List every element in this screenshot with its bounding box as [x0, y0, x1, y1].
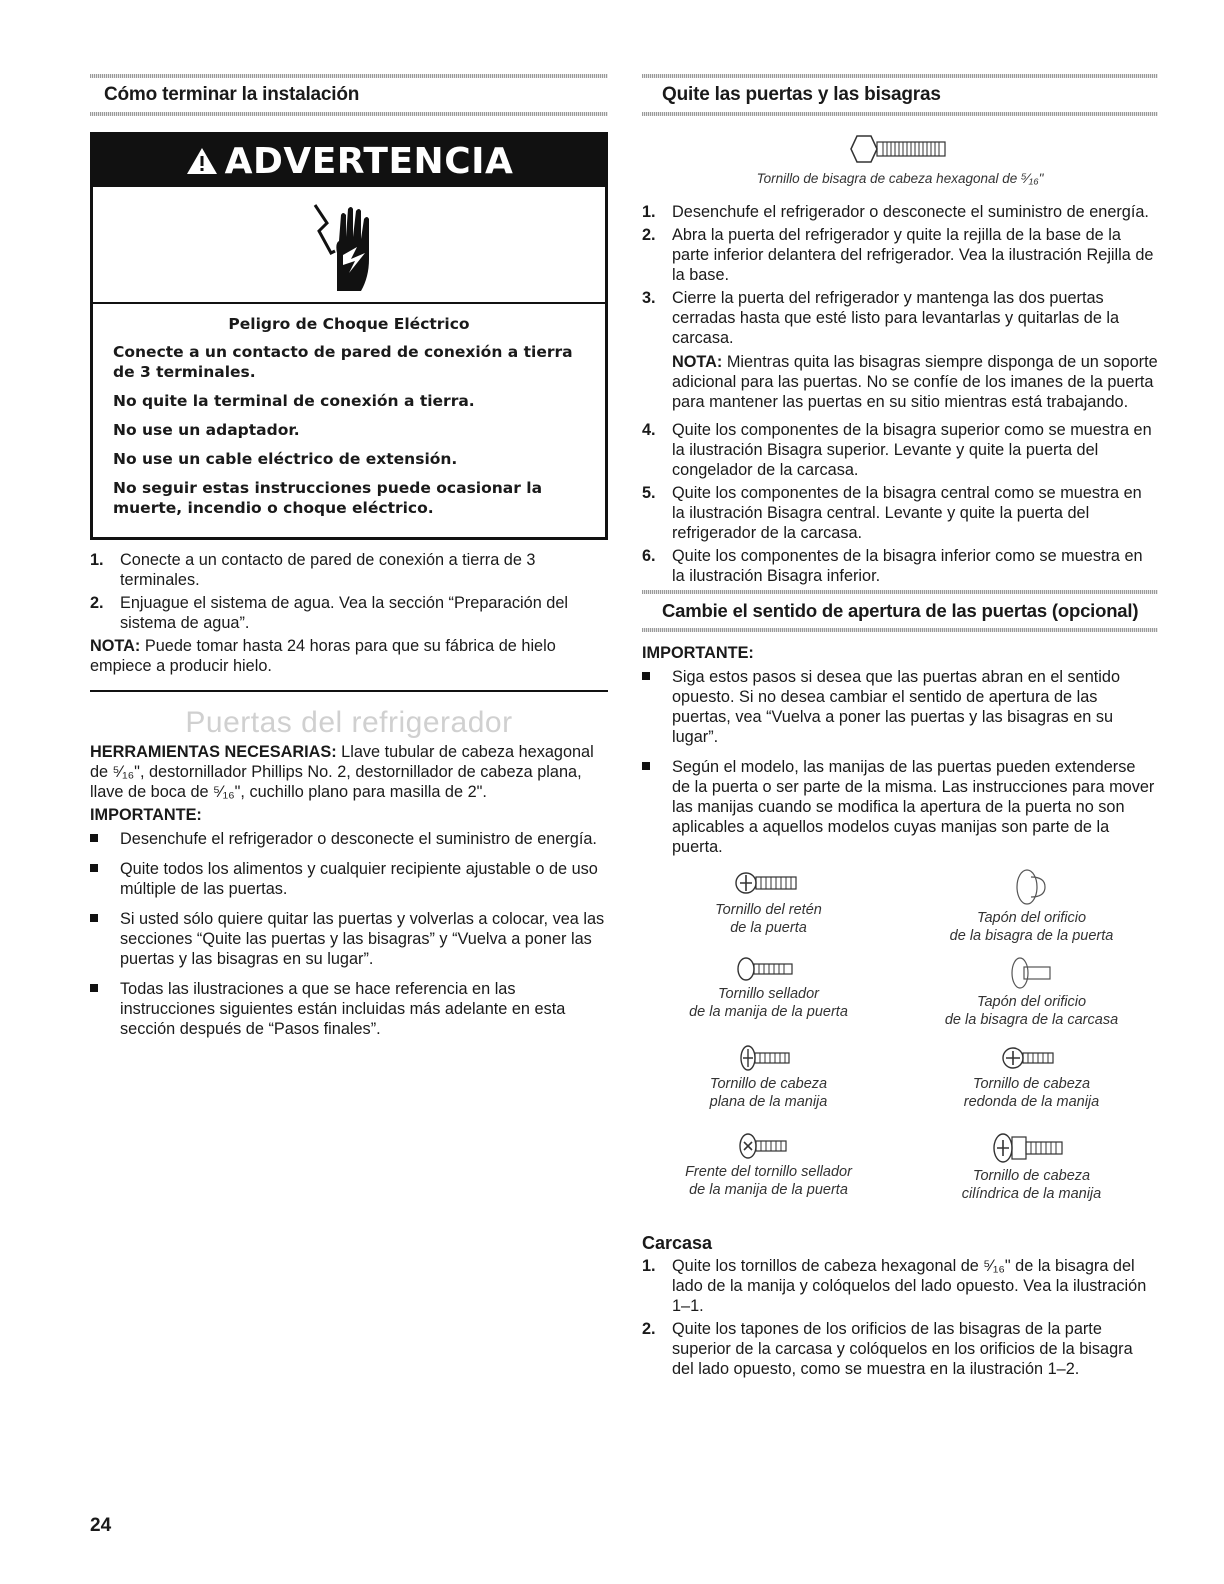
round-head-screw-icon: [997, 1043, 1067, 1073]
part-handle-sealing-screw: Tornillo sellador de la manija de la puerta: [642, 955, 895, 1043]
hazard-title: Peligro de Choque Eléctrico: [228, 315, 470, 333]
shock-hazard-area: [93, 187, 605, 304]
warning-banner: [93, 135, 605, 187]
warning-line: No seguir estas instrucciones puede ocasionar la muerte, incendio o choque eléctrico.: [113, 479, 543, 517]
remove-door-steps-continued: [642, 420, 1158, 586]
list-item: 3. Cierre la puerta del refrigerador y mantenga las dos puertas cerradas hasta que esté listo para levantarlas y quitarlas de la carcasa.: [642, 289, 1120, 347]
list-item: Si usted sólo quiere quitar las puertas y volverlas a colocar, vea las secciones “Quite las puertas y las bisagras” y “Vuelva a poner las puertas y las bisagras en su lugar”.: [90, 909, 608, 969]
list-item: 4. Quite los componentes de la bisagra superior como se muestra en la ilustración Bisagra superior. Levante y quite la puerta del congelador de la carcasa.: [642, 421, 1152, 479]
hardware-parts-grid: [642, 867, 1158, 1219]
cylinder-head-screw-icon: [987, 1131, 1077, 1165]
section-title: Cómo terminar la instalación: [104, 84, 360, 105]
section-header-finish-install: [90, 74, 608, 110]
part-door-hinge-plug: Tapón del orificio de la bisagra de la puerta: [905, 867, 1158, 955]
section-header-reverse-doors: [642, 590, 1158, 626]
warning-triangle-icon: [185, 146, 219, 176]
carcasa-steps: [642, 1256, 1158, 1379]
warning-line: No quite la terminal de conexión a tierra.: [113, 392, 475, 410]
door-stop-screw-icon: [734, 867, 804, 899]
warning-text: [93, 304, 605, 537]
list-item: Todas las ilustraciones a que se hace referencia en las instrucciones siguientes están incluidas más adelante en esta sección después de “Pasos finales”.: [90, 979, 608, 1039]
part-round-head-handle-screw: Tornillo de cabeza redonda de la manija: [905, 1043, 1158, 1131]
list-item: 2. Abra la puerta del refrigerador y quite la rejilla de la base de la parte inferior delantera del refrigerador. Vea la ilustración Rejilla de la base.: [642, 226, 1154, 284]
note: NOTA: Puede tomar hasta 24 horas para que su fábrica de hielo empiece a producir hielo.: [90, 637, 556, 675]
electric-shock-hand-icon: [309, 197, 389, 292]
list-item: Desenchufe el refrigerador o desconecte el suministro de energía.: [90, 829, 608, 849]
hex-screw-icon: [845, 132, 955, 166]
door-hinge-plug-icon: [1007, 867, 1057, 907]
list-item: Siga estos pasos si desea que las puertas abran en el sentido opuesto. Si no desea cambiar el sentido de apertura de las puertas, vea “Vuelva a poner las puertas y las bisagras en su lugar”.: [642, 667, 1158, 747]
page-number: 24: [90, 1515, 112, 1536]
remove-door-steps: [642, 202, 1158, 348]
list-item: 2. Enjuague el sistema de agua. Vea la sección “Preparación del sistema de agua”.: [90, 594, 569, 632]
list-item: 6. Quite los componentes de la bisagra inferior como se muestra en la ilustración Bisagra inferior.: [642, 547, 1143, 585]
left-column: [90, 74, 608, 1049]
cabinet-hinge-plug-icon: [1002, 955, 1062, 991]
doors-section-title: Puertas del refrigerador: [185, 706, 513, 739]
list-item: 1. Desenchufe el refrigerador o desconecte el suministro de energía.: [642, 203, 1149, 221]
important-bullets: [90, 829, 608, 1039]
section-title: Cambie el sentido de apertura de las puertas (opcional): [662, 600, 1139, 621]
flat-head-screw-icon: [734, 1043, 804, 1073]
hinge-screw-figure: [642, 132, 1158, 186]
list-item: 5. Quite los componentes de la bisagra central como se muestra en la ilustración Bisagra central. Levante y quite la puerta del refrigerador de la carcasa.: [642, 484, 1142, 542]
part-sealing-screw-front: Frente del tornillo sellador de la manija de la puerta: [642, 1131, 895, 1219]
section-header-remove-doors: [642, 74, 1158, 110]
hinge-screw-caption: Tornillo de bisagra de cabeza hexagonal de ⁵⁄₁₆": [756, 171, 1044, 186]
warning-line: No use un cable eléctrico de extensión.: [113, 450, 458, 468]
finish-steps: [90, 550, 608, 633]
warning-line: No use un adaptador.: [113, 421, 300, 439]
list-item: 1. Quite los tornillos de cabeza hexagonal de ⁵⁄₁₆" de la bisagra del lado de la manija y colóquelos del lado opuesto. Vea la ilustración 1–1.: [642, 1257, 1147, 1315]
part-flat-head-handle-screw: Tornillo de cabeza plana de la manija: [642, 1043, 895, 1131]
section-title: Quite las puertas y las bisagras: [662, 84, 941, 105]
list-item: Quite todos los alimentos y cualquier recipiente ajustable o de uso múltiple de las puertas.: [90, 859, 608, 899]
divider: [90, 690, 608, 692]
warning-banner-text: ADVERTENCIA: [224, 140, 514, 182]
warning-box: [90, 132, 608, 540]
note: NOTA: Mientras quita las bisagras siempre disponga de un soporte adicional para las puertas. No se confíe de los imanes de la puerta para mantener las puertas en su sitio mientras está trabajando.: [672, 353, 1158, 411]
carcasa-heading: Carcasa: [642, 1233, 713, 1253]
important-label: IMPORTANTE:: [90, 806, 202, 824]
part-cabinet-hinge-plug: Tapón del orificio de la bisagra de la carcasa: [905, 955, 1158, 1043]
list-item: 1. Conecte a un contacto de pared de conexión a tierra de 3 terminales.: [90, 551, 536, 589]
right-column: [642, 74, 1158, 1382]
important-bullets: [642, 667, 1158, 857]
important-label: IMPORTANTE:: [642, 644, 754, 662]
list-item: 2. Quite los tapones de los orificios de las bisagras de la parte superior de la carcasa y colóquelos en los orificios de la bisagra del lado opuesto, como se muestra en la ilustración 1–2.: [642, 1320, 1133, 1378]
warning-line: Conecte a un contacto de pared de conexión a tierra de 3 terminales.: [113, 343, 573, 381]
tools-needed: HERRAMIENTAS NECESARIAS: Llave tubular de cabeza hexagonal de ⁵⁄₁₆", destornillador Phillips No. 2, destornillador de cabeza plana, llave de boca de ⁵⁄₁₆", cuchillo plano para masilla de 2".: [90, 743, 594, 801]
sealing-screw-front-icon: [734, 1131, 804, 1161]
part-door-stop-screw: Tornillo del retén de la puerta: [642, 867, 895, 955]
handle-sealing-screw-icon: [734, 955, 804, 983]
list-item: Según el modelo, las manijas de las puertas pueden extenderse de la puerta o ser parte de la misma. Las instrucciones para mover las manijas cuando se modifica la apertura de la puerta no son aplicables a aquellos modelos cuyas manijas son parte de la puerta.: [642, 757, 1158, 857]
part-cylinder-head-handle-screw: Tornillo de cabeza cilíndrica de la manija: [905, 1131, 1158, 1219]
